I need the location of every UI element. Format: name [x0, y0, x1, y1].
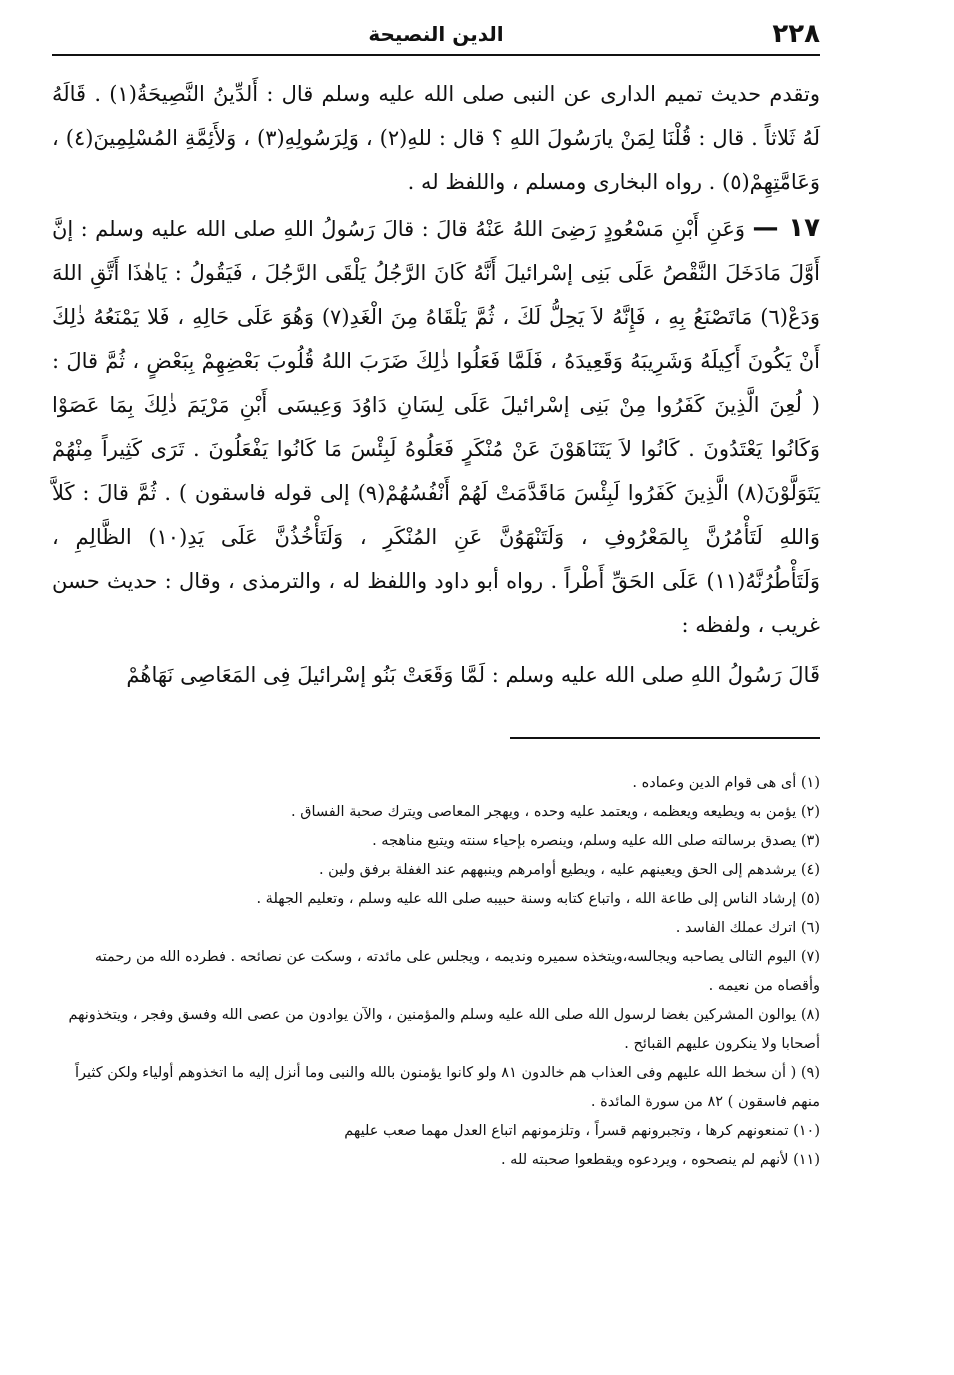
footnote-11: (١١) لأنهم لم ينصحوه ، ويردعوه ويقطعوا صحبته لله . — [500, 1152, 820, 1168]
book-page — [52, 14, 820, 1354]
footnotes — [52, 769, 820, 1175]
footnote-2: (٢) يؤمن به ويطيعه ويعظمه ، ويعتمد عليه وحده ، ويهجر المعاصى ويترك صحبة الفساق . — [290, 804, 820, 820]
hadith-17-text: وَعَنِ أَبْنِ مَسْعُودٍ رَضِىَ اللهُ عَنْهُ قالَ : قالَ رَسُولُ اللهِ صلى الله عليه وسلم : إنَّ أَوَّلَ مَادَخَلَ النَّقْصُ عَلَى بَنِى إسْرائيلَ أَنَّهُ كَانَ الرَّجُلُ يَلْقَى الرَّجُلَ ، فَيَقُولُ : يَاهٰذَا أَتَّقِ اللهَ وَدَعْ(٦) مَاتَصْنَعُ بِهِ ، فَإِنَّهُ لاَ يَحِلُّ لَكَ ، ثُمَّ يَلْقَاهُ مِنَ الْغَدِ(٧) وَهُوَ عَلَى حَالِهِ ، فَلا يَمْنَعُهُ ذٰلِكَ أَنْ يَكُونَ أَكِيلَهُ وَشَرِيبَهُ وَقَعِيدَهُ ، فَلَمَّا فَعَلُوا ذٰلِكَ ضَرَبَ اللهُ قُلُوبَ بَعْضِهِمْ بِبَعْضٍ ، ثُمَّ قالَ : ( لُعِنَ الَّذِينَ كَفَرُوا مِنْ بَنِى إسْرائيلَ عَلَى لِسَانِ دَاوُدَ وَعِيسَى أَبْنِ مَرْيَمَ ذٰلِكَ بِمَا عَصَوْا وَكَانُوا يَعْتَدُونَ . كَانُوا لاَ يَتَنَاهَوْنَ عَنْ مُنْكَرٍ فَعَلُوهُ لَبِئْسَ مَا كَانُوا يَفْعَلُونَ . تَرَى كَثِيراً مِنْهُمْ يَتَوَلَّوْنَ(٨) الَّذِينَ كَفَرُوا لَبِئْسَ مَاقَدَّمَتْ لَهُمْ أَنْفُسُهُمْ(٩) إلى قوله فاسقون ) . ثُمَّ قالَ : كَلاَّ وَاللهِ لَتَأْمُرُنَّ بِالمَعْرُوفِ ، وَلَتَنْهَوُنَّ عَنِ المُنْكَرِ ، وَلَتَأْخُذُنَّ عَلَى يَدِ(١٠) الظَّالِمِ ، وَلَتَأْطُرُنَّهُ(١١) عَلَى الحَقِّ أَطْراً . رواه أبو داود واللفظ له ، والترمذى ، وقال : حديث حسن غريب ، ولفظه : — [52, 217, 820, 637]
hadith-number: ١٧ — — [752, 213, 821, 243]
footnote-1: (١) أى هى قوام الدين وعماده . — [632, 775, 820, 791]
footnote-6: (٦) اترك عملك الفاسد . — [675, 920, 820, 936]
footnote-3: (٣) يصدق برسالته صلى الله عليه وسلم، وينصره بإحياء سنته ويتبع مناهجه . — [372, 833, 820, 849]
paragraph-hadith-17 — [52, 206, 820, 647]
footnote-8: (٨) يوالون المشركين بغضا لرسول الله صلى الله عليه وسلم والمؤمنين ، والآن يوادون من عصى الله وفسق وفجر ، ويتخذونهم أصحابا ولا ينكرون عليهم القبائح . — [68, 1007, 820, 1052]
footnote-separator — [510, 737, 820, 739]
paragraph-continuation: قَالَ رَسُولُ اللهِ صلى الله عليه وسلم : لَمَّا وَقَعَتْ بَنُو إسْرائيلَ فِى المَعَاصِى نَهَاهُمْ — [126, 663, 820, 687]
page-number: ٢٢٨ — [772, 19, 820, 49]
running-title: الدين النصيحة — [368, 22, 504, 46]
page-header — [52, 14, 820, 56]
footnote-7: (٧) اليوم التالى يصاحبه ويجالسه،ويتخذه سميره ونديمه ، ويجلس على مائدته ، وسكت عن نصائحه . فطرده الله من رحمته وأقصاه من نعيمه . — [94, 949, 820, 994]
paragraph-tamim-hadith: وتقدم حديث تميم الدارى عن النبى صلى الله عليه وسلم قال : أَلدِّينُ النَّصِيحَةُ(١) . قَالَهُ لَهُ ثَلاثاً . قال : قُلْنَا لِمَنْ يارَسُولَ اللهِ ؟ قال : للهِ(٢) ، وَلِرَسُولِهِ(٣) ، وَلأَئِمَّةِ المُسْلِمِينَ(٤) ، وَعَامَّتِهِمْ(٥) . رواه البخارى ومسلم ، واللفظ له . — [52, 82, 820, 194]
footnote-10: (١٠) تمنعونهم كرها ، وتجبرونهم قسراً ، وتلزمونهم اتباع العدل مهما صعب عليهم — [344, 1123, 820, 1139]
footnote-4: (٤) يرشدهم إلى الحق ويعينهم عليه ، ويطيع أوامرهم وينبههم عند الغفلة برفق ولين . — [318, 862, 820, 878]
footnote-9: (٩) ( أن سخط الله عليهم وفى العذاب هم خالدون ٨١ ولو كانوا يؤمنون بالله والنبى وما أنزل إليه ما اتخذوهم أولياء ولكن كثيراً منهم فاسقون ) ٨٢ من سورة المائدة . — [74, 1065, 820, 1110]
footnote-5: (٥) إرشاد الناس إلى طاعة الله ، واتباع كتابه وسنة حبيبه صلى الله عليه وسلم ، وتعليم الجهلة . — [256, 891, 820, 907]
main-text — [52, 72, 820, 697]
